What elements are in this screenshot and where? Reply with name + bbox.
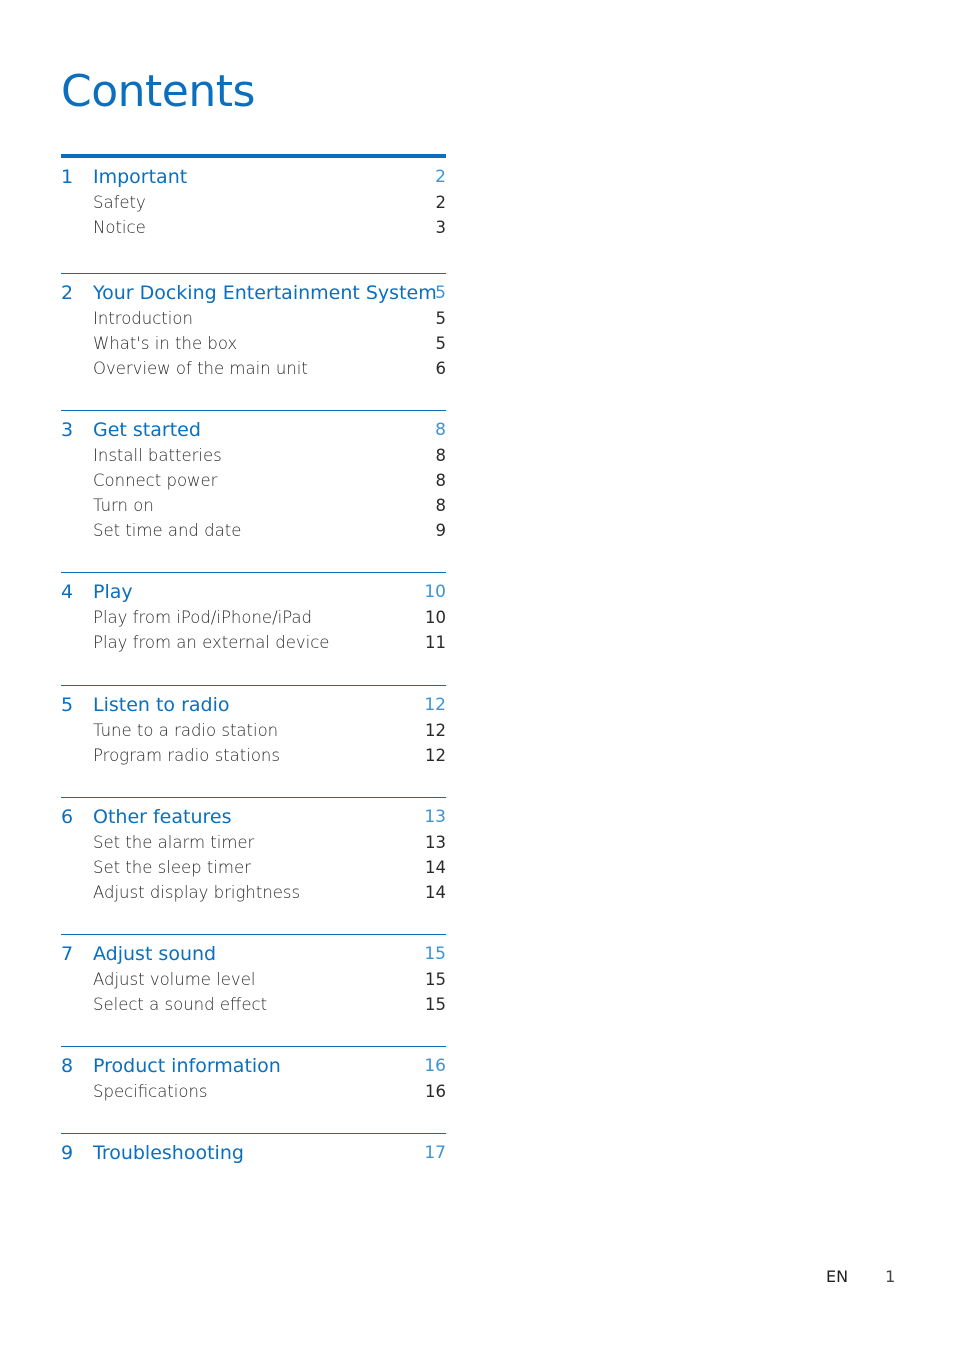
toc-subentry[interactable] [61, 880, 446, 905]
chapter-title[interactable]: Your Docking Entertainment System [93, 282, 437, 304]
subentry-title[interactable]: Set the alarm timer [93, 833, 255, 852]
chapter-page-number[interactable]: 8 [435, 420, 446, 440]
chapter-number: 2 [61, 282, 74, 304]
toc-subentry[interactable] [61, 306, 446, 331]
toc-subentry[interactable] [61, 1079, 446, 1104]
toc-chapter-entry[interactable] [61, 579, 446, 605]
subentry-title[interactable]: Set time and date [93, 521, 242, 540]
subentry-title[interactable]: Program radio stations [93, 746, 280, 765]
toc-chapter-entry[interactable] [61, 1140, 446, 1166]
subentry-page-number[interactable]: 14 [425, 883, 446, 902]
subentry-title[interactable]: Introduction [93, 309, 193, 328]
toc-section [61, 572, 446, 655]
subentry-page-number[interactable]: 6 [435, 359, 446, 378]
footer-language: EN [826, 1267, 849, 1286]
toc-section [61, 685, 446, 768]
toc-subentry[interactable] [61, 215, 446, 240]
chapter-page-number[interactable]: 16 [424, 1056, 446, 1076]
subentry-page-number[interactable]: 13 [425, 833, 446, 852]
subentry-page-number[interactable]: 8 [435, 446, 446, 465]
toc-chapter-entry[interactable] [61, 941, 446, 967]
chapter-number: 9 [61, 1142, 74, 1164]
toc-subentry[interactable] [61, 992, 446, 1017]
chapter-page-number[interactable]: 10 [424, 582, 446, 602]
chapter-title[interactable]: Adjust sound [93, 943, 217, 965]
chapter-number: 6 [61, 806, 74, 828]
chapter-page-number[interactable]: 2 [435, 167, 446, 187]
chapter-page-number[interactable]: 12 [424, 695, 446, 715]
toc-section [61, 154, 446, 240]
subentry-title[interactable]: Adjust volume level [93, 970, 256, 989]
subentry-title[interactable]: Connect power [93, 471, 218, 490]
page-footer [826, 1267, 895, 1286]
toc-subentry[interactable] [61, 518, 446, 543]
subentry-title[interactable]: Adjust display brightness [93, 883, 301, 902]
chapter-page-number[interactable]: 17 [424, 1143, 446, 1163]
chapter-title[interactable]: Product information [93, 1055, 281, 1077]
subentry-page-number[interactable]: 3 [435, 218, 446, 237]
subentry-title[interactable]: Select a sound effect [93, 995, 268, 1014]
toc-subentry[interactable] [61, 443, 446, 468]
chapter-title[interactable]: Get started [93, 419, 201, 441]
subentry-page-number[interactable]: 11 [425, 633, 446, 652]
subentry-page-number[interactable]: 15 [425, 995, 446, 1014]
chapter-title[interactable]: Listen to radio [93, 694, 230, 716]
subentry-page-number[interactable]: 14 [425, 858, 446, 877]
footer-page-number: 1 [885, 1267, 896, 1286]
subentry-page-number[interactable]: 10 [425, 608, 446, 627]
toc-section [61, 934, 446, 1017]
toc-subentry[interactable] [61, 356, 446, 381]
toc-chapter-entry[interactable] [61, 164, 446, 190]
subentry-title[interactable]: Specifications [93, 1082, 208, 1101]
subentry-title[interactable]: Set the sleep timer [93, 858, 251, 877]
toc-chapter-entry[interactable] [61, 692, 446, 718]
chapter-page-number[interactable]: 5 [435, 283, 446, 303]
toc-subentry[interactable] [61, 331, 446, 356]
subentry-title[interactable]: Play from iPod/iPhone/iPad [93, 608, 313, 627]
chapter-number: 1 [61, 166, 74, 188]
toc-chapter-entry[interactable] [61, 280, 446, 306]
chapter-title[interactable]: Important [93, 166, 188, 188]
toc-subentry[interactable] [61, 855, 446, 880]
chapter-number: 7 [61, 943, 74, 965]
toc-subentry[interactable] [61, 605, 446, 630]
toc-subentry[interactable] [61, 468, 446, 493]
subentry-page-number[interactable]: 2 [435, 193, 446, 212]
subentry-page-number[interactable]: 8 [435, 471, 446, 490]
toc-subentry[interactable] [61, 630, 446, 655]
toc-chapter-entry[interactable] [61, 804, 446, 830]
toc-subentry[interactable] [61, 830, 446, 855]
chapter-number: 8 [61, 1055, 74, 1077]
chapter-number: 4 [61, 581, 74, 603]
toc-subentry[interactable] [61, 190, 446, 215]
subentry-page-number[interactable]: 5 [435, 309, 446, 328]
subentry-page-number[interactable]: 8 [435, 496, 446, 515]
chapter-title[interactable]: Play [93, 581, 133, 603]
toc-subentry[interactable] [61, 967, 446, 992]
toc-section [61, 1133, 446, 1166]
toc-chapter-entry[interactable] [61, 1053, 446, 1079]
subentry-title[interactable]: Tune to a radio station [93, 721, 279, 740]
subentry-page-number[interactable]: 5 [435, 334, 446, 353]
chapter-page-number[interactable]: 13 [424, 807, 446, 827]
subentry-page-number[interactable]: 9 [435, 521, 446, 540]
toc-subentry[interactable] [61, 743, 446, 768]
subentry-page-number[interactable]: 16 [425, 1082, 446, 1101]
toc-section [61, 273, 446, 381]
toc-section [61, 1046, 446, 1104]
subentry-title[interactable]: Notice [93, 218, 146, 237]
subentry-title[interactable]: Install batteries [93, 446, 222, 465]
subentry-title[interactable]: Turn on [93, 496, 154, 515]
chapter-number: 3 [61, 419, 74, 441]
chapter-number: 5 [61, 694, 74, 716]
subentry-title[interactable]: Overview of the main unit [93, 359, 308, 378]
chapter-title[interactable]: Troubleshooting [93, 1142, 244, 1164]
toc-subentry[interactable] [61, 493, 446, 518]
subentry-title[interactable]: What's in the box [93, 334, 238, 353]
toc-subentry[interactable] [61, 718, 446, 743]
toc-section [61, 410, 446, 543]
toc-section [61, 797, 446, 905]
subentry-page-number[interactable]: 15 [425, 970, 446, 989]
subentry-page-number[interactable]: 12 [425, 746, 446, 765]
subentry-title[interactable]: Safety [93, 193, 146, 212]
subentry-page-number[interactable]: 12 [425, 721, 446, 740]
toc-chapter-entry[interactable] [61, 417, 446, 443]
chapter-page-number[interactable]: 15 [424, 944, 446, 964]
subentry-title[interactable]: Play from an external device [93, 633, 330, 652]
chapter-title[interactable]: Other features [93, 806, 232, 828]
page-title: Contents [61, 66, 255, 117]
